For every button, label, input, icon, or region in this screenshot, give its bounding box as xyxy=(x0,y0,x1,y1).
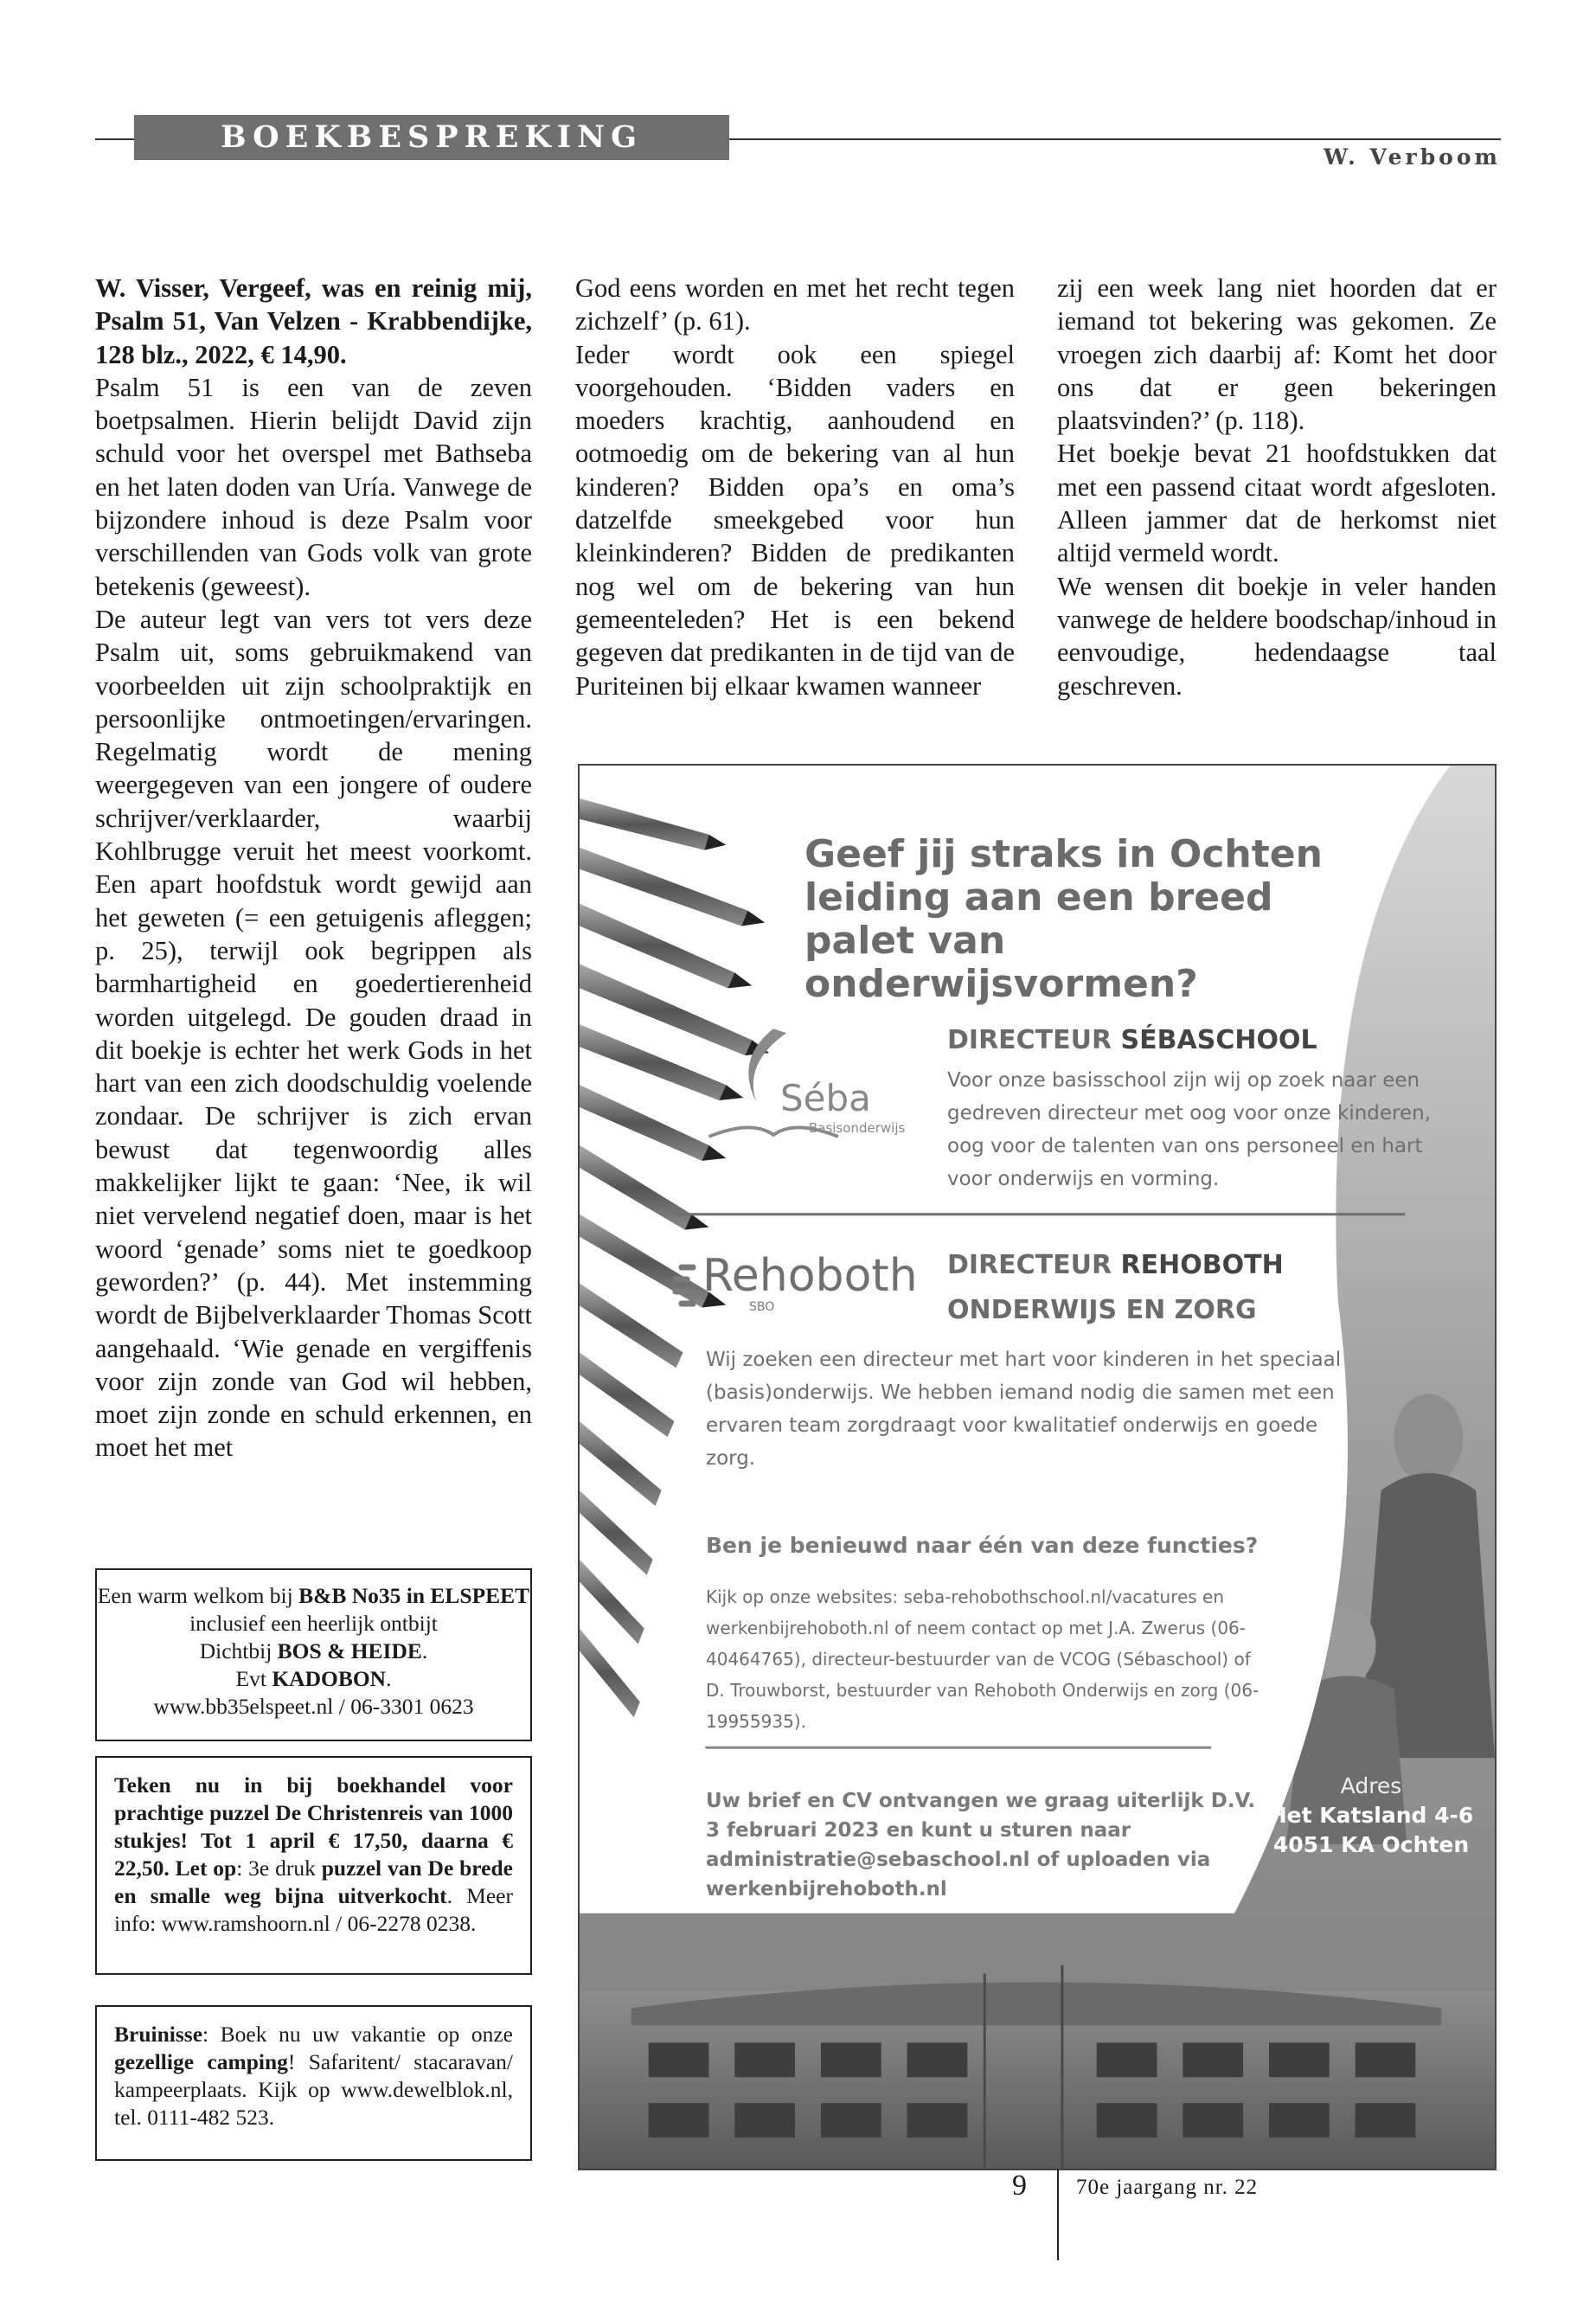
rehoboth-job-title xyxy=(947,1243,1432,1333)
seba-logo-subtitle: Basisonderwijs xyxy=(809,1120,906,1136)
ad-deadline: Uw brief en CV ontvangen we graag uiterlijk D.V. 3 februari 2023 en kunt u sturen naar administratie@sebaschool.nl of uploaden via werkenbijrehoboth.nl xyxy=(706,1790,1256,1900)
text: SÉBASCHOOL xyxy=(1120,1025,1317,1055)
article-column-3 xyxy=(1057,272,1497,702)
ad-contact-info: Kijk op onze websites: seba-rehobothschool.nl/vacatures en werkenbijrehoboth.nl of neem contact op met J.A. Zwerus (06-40464765), directeur-bestuurder van de VCOG (Sébaschool) of D. Trouwborst, bestuurder van Rehoboth Onderwijs en zorg (06-19955935). xyxy=(706,1586,1259,1732)
text: . xyxy=(386,1666,392,1691)
classified-bb xyxy=(95,1568,532,1741)
issue-info: 70e jaargang nr. 22 xyxy=(1076,2176,1259,2199)
classified-text xyxy=(97,1665,530,1693)
classified-camping xyxy=(95,2005,532,2161)
page-number: 9 xyxy=(1012,2170,1027,2202)
article-author: W. Verboom xyxy=(1323,144,1501,170)
rehoboth-logo: Rehoboth xyxy=(702,1250,918,1302)
seba-job-text: Voor onze basisschool zijn wij op zoek naar een gedreven directeur met oog voor onze kinderen, oog voor de talenten van ons personeel en hart voor onderwijs en vorming. xyxy=(947,1069,1432,1190)
address-street: Het Katsland 4-6 xyxy=(1268,1803,1474,1828)
paragraph: De auteur legt van vers tot vers deze Psalm uit, soms gebruikmakend van voorbeelden uit zijn schoolpraktijk en persoonlijke ontmoetingen/ervaringen. Regelmatig wordt de mening weergegeven van een jongere of oudere schrijver/verklaarder, waarbij Kohlbrugge veruit het meest voorkomt. Een apart hoofdstuk wordt gewijd aan het geweten (= een getuigenis afleggen; p. 25), terwijl ook begrippen als barmhartigheid en goedertierenheid worden uitgelegd. De gouden draad in dit boekje is echter het werk Gods in het hart van een zich doodschuldig voelende zondaar. De schrijver is zich ervan bewust dat tegenwoordig alles makkelijker lijkt te gaan: ‘Nee, ik wil niet vervelend negatief doen, maar is het woord ‘genade’ soms niet te goedkoop geworden?’ (p. 44). Met instemming wordt de Bijbelverklaarder Thomas Scott aangehaald. ‘Wie genade en vergiffenis voor zijn zonde van God wil hebben, moet zijn zonde en schuld erkennen, en moet het met xyxy=(95,604,532,1463)
address-label: Adres xyxy=(1340,1773,1402,1798)
text: Een warm welkom bij xyxy=(97,1583,299,1608)
paragraph: God eens worden en met het recht tegen zichzelf’ (p. 61). xyxy=(575,273,1015,336)
classified-text xyxy=(114,1772,513,1938)
paragraph: We wensen dit boekje in veler handen vanwege de heldere boodschap/inhoud in eenvoudige, hedendaagse taal geschreven. xyxy=(1057,571,1497,701)
paragraph: zij een week lang niet hoorden dat er iemand tot bekering was gekomen. Ze vroegen zich daarbij af: Komt het door ons dat er geen bekeringen plaatsvinden?’ (p. 118). xyxy=(1057,273,1497,436)
rehoboth-job-text: Wij zoeken een directeur met hart voor kinderen in het speciaal (basis)onderwijs. We hebben iemand nodig die samen met een ervaren team zorgdraagt voor kwalitatief onderwijs en goede zorg. xyxy=(706,1349,1342,1470)
text-bold: B&B No35 in ELSPEET xyxy=(298,1583,530,1608)
ad-headline: Geef jij straks in Ochten leiding aan een breed palet van onderwijsvormen? xyxy=(804,832,1323,1006)
text: : 3e druk xyxy=(236,1856,322,1881)
seba-job-title xyxy=(947,1025,1317,1055)
footer-rule xyxy=(1057,2170,1059,2260)
article-column-2 xyxy=(575,272,1015,702)
paragraph: Het boekje bevat 21 hoofdstukken dat met een passend citaat wordt afgesloten. Alleen jammer dat de herkomst niet altijd vermeld wordt. xyxy=(1057,439,1497,568)
paragraph: Ieder wordt ook een spiegel voorgehouden. ‘Bidden vaders en moeders krachtig, aanhoudend en ootmoedig om de bekering van al hun kinderen? Bidden opa’s en oma’s datzelfde smeekgebed voor hun kleinkinderen? Bidden de predikanten nog wel om de bekering van hun gemeenteleden? Het is een bekend gegeven dat predikanten in de tijd van de Puriteinen bij elkaar kwamen wanneer xyxy=(575,339,1015,701)
rehoboth-logo-subtitle: SBO xyxy=(749,1300,775,1314)
text: DIRECTEUR xyxy=(947,1250,1121,1280)
text-bold: gezellige camping xyxy=(114,2049,288,2074)
text: : Boek nu uw vakantie op onze xyxy=(202,2022,513,2047)
section-title: BOEKBESPREKING xyxy=(220,119,644,155)
text: . xyxy=(421,1638,428,1663)
text: . Meer info: www.ramshoorn.nl / 06-2278 0238. xyxy=(114,1883,513,1936)
text-bold: BOS & HEIDE xyxy=(277,1638,422,1663)
text: inclusief een heerlijk ontbijt xyxy=(189,1611,438,1636)
ad-question: Ben je benieuwd naar één van deze functies? xyxy=(706,1533,1259,1558)
text: ONDERWIJS EN ZORG xyxy=(947,1295,1257,1325)
classified-text xyxy=(97,1582,530,1638)
paragraph: Psalm 51 is een van de zeven boetpsalmen. Hierin belijdt David zijn schuld voor het overspel met Bathseba en het laten doden van Uría. Vanwege de bijzondere inhoud is deze Psalm voor verschillenden van Gods volk van grote betekenis (geweest). xyxy=(95,372,532,601)
address-city: 4051 KA Ochten xyxy=(1272,1832,1470,1857)
classified-contact: www.bb35elspeet.nl / 06-3301 0623 xyxy=(153,1694,474,1719)
text: REHOBOTH xyxy=(1120,1250,1284,1280)
article-column-1 xyxy=(95,272,532,1465)
text: Evt xyxy=(235,1666,272,1691)
text: DIRECTEUR xyxy=(947,1025,1121,1055)
text-bold: KADOBON xyxy=(272,1666,387,1691)
classified-puzzle xyxy=(95,1756,532,1975)
text-bold: puzzel van De brede en smalle weg bijna uitverkocht xyxy=(114,1856,513,1908)
text: ! Safaritent/ stacaravan/ kampeerplaats. Kijk op www.dewelblok.nl, tel. 0111-482 523. xyxy=(114,2049,513,2130)
text-bold: Bruinisse xyxy=(114,2022,203,2047)
text-bold: Teken nu in bij boekhandel voor prachtige puzzel De Christenreis van 1000 stukjes! Tot 1 april € 17,50, daarna € 22,50. Let op xyxy=(114,1772,513,1881)
job-advertisement xyxy=(578,764,1497,2170)
seba-logo: Séba xyxy=(780,1077,871,1119)
book-citation: W. Visser, Vergeef, was en reinig mij, Psalm 51, Van Velzen - Krabbendijke, 128 blz., 2022, € 14,90. xyxy=(95,273,532,369)
classified-text xyxy=(97,1638,530,1665)
classified-text xyxy=(114,2021,513,2131)
ad-address xyxy=(1246,1772,1497,1860)
text: Dichtbij xyxy=(199,1638,278,1663)
